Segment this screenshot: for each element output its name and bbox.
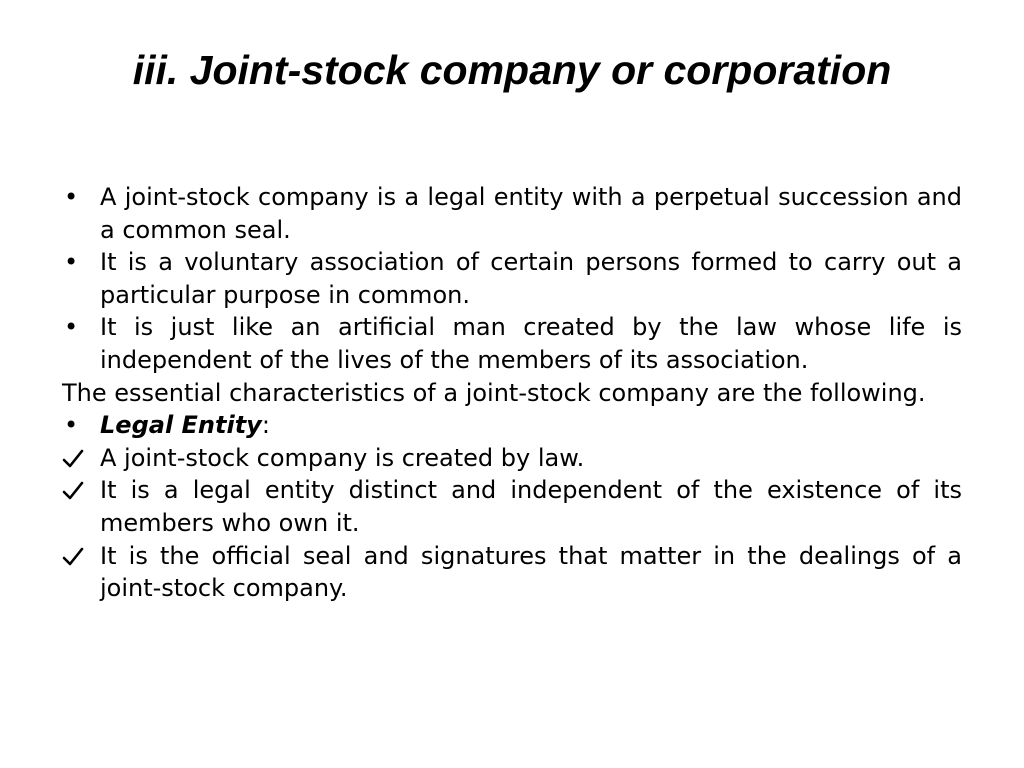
bullet-text: A joint-stock company is a legal entity with a perpetual succession and a common seal.	[100, 183, 962, 244]
bullet-dot-icon: •	[64, 411, 79, 440]
check-text: A joint-stock company is created by law.	[100, 443, 585, 472]
bullet-item	[62, 181, 962, 246]
check-item	[62, 442, 962, 475]
checkmark-icon	[62, 474, 92, 501]
check-item	[62, 474, 962, 539]
section-label-suffix: :	[261, 411, 270, 440]
bullet-dot-icon: •	[64, 183, 79, 211]
bullet-text: It is a voluntary association of certain persons formed to carry out a particular purpose in common.	[100, 248, 962, 309]
bullet-text: It is just like an artificial man created by the law whose life is independent of the lives of the members of its association.	[100, 313, 962, 374]
checkmark-icon	[62, 442, 92, 469]
checkmark-icon	[62, 540, 92, 567]
check-text: It is a legal entity distinct and independent of the existence of its members who own it.	[100, 476, 962, 537]
section-label: Legal Entity	[100, 411, 262, 440]
check-text: It is the official seal and signatures that matter in the dealings of a joint-stock company.	[100, 541, 962, 603]
intro-paragraph: The essential characteristics of a joint-stock company are the following.	[62, 378, 926, 407]
check-item	[62, 540, 962, 605]
slide-title: iii. Joint-stock company or corporation	[132, 47, 892, 93]
section-bullet	[62, 409, 962, 442]
bullet-dot-icon: •	[64, 313, 79, 342]
slide-content	[62, 181, 962, 605]
bullet-item	[62, 246, 962, 311]
bullet-item	[62, 311, 962, 376]
bullet-dot-icon: •	[64, 248, 79, 277]
